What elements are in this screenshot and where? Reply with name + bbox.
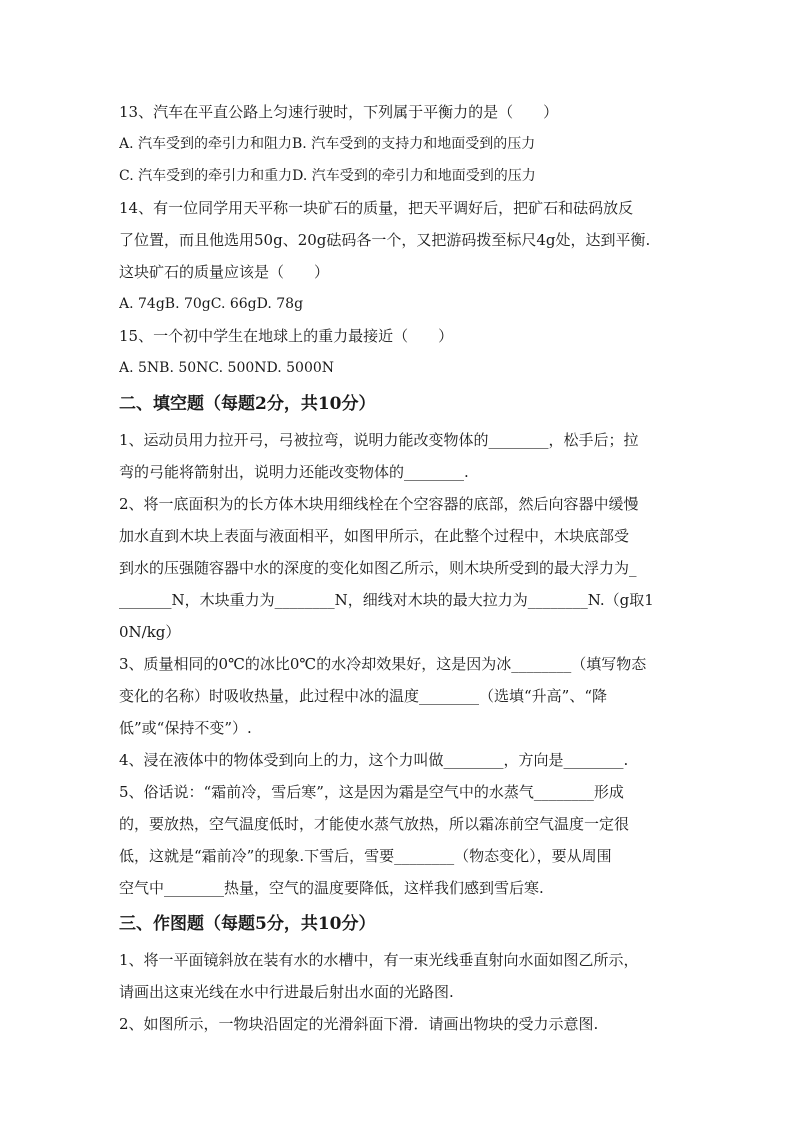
question-15-options: A. 5NB. 50NC. 500ND. 5000N: [119, 360, 335, 376]
fill-question-4: [119, 744, 679, 776]
fill-question-2-line-1: 2、将一底面积为的长方体木块用细线栓在个空容器的底部，然后向容器中缓慢: [119, 495, 639, 513]
drawing-question-1-line-1: 1、将一平面镜斜放在装有水的水槽中，有一束光线垂直射向水面如图乙所示，: [119, 951, 639, 969]
fill-question-2: [119, 488, 679, 648]
question-15: [119, 320, 679, 384]
fill-question-5: [119, 776, 679, 904]
question-13-options-cd: C. 汽车受到的牵引力和重力D. 汽车受到的牵引力和地面受到的压力: [119, 168, 536, 184]
section-3-title: 三、作图题（每题5分，共10分）: [119, 914, 376, 934]
fill-question-4-line-1: 4、浸在液体中的物体受到向上的力，这个力叫做________，方向是________.: [119, 751, 629, 769]
fill-question-3-line-1: 3、质量相同的0℃的冰比0℃的水冷却效果好，这是因为冰________（填写物态: [119, 655, 647, 673]
question-13-stem: 13、汽车在平直公路上匀速行驶时，下列属于平衡力的是（ ）: [119, 103, 559, 121]
fill-question-3-line-2: 变化的名称）时吸收热量，此过程中冰的温度________（选填“升高”、“降: [119, 687, 608, 705]
fill-question-2-line-3: 到水的压强随容器中水的深度的变化如图乙所示，则木块所受到的最大浮力为_: [119, 559, 637, 577]
question-13-options-ab: A. 汽车受到的牵引力和阻力B. 汽车受到的支持力和地面受到的压力: [119, 136, 536, 152]
fill-question-2-line-5: 0N/kg）: [119, 623, 181, 641]
question-14: [119, 192, 679, 320]
question-14-line-1: 14、有一位同学用天平称一块矿石的质量，把天平调好后，把矿石和砝码放反: [119, 199, 634, 217]
question-15-stem: 15、一个初中学生在地球上的重力最接近（ ）: [119, 327, 454, 345]
fill-question-5-line-1: 5、俗话说：“霜前冷，雪后寒”，这是因为霜是空气中的水蒸气________形成: [119, 783, 624, 801]
fill-question-5-line-2: 的，要放热，空气温度低时，才能使水蒸气放热，所以霜冻前空气温度一定很: [119, 815, 630, 833]
drawing-question-1-line-2: 请画出这束光线在水中行进最后射出水面的光路图.: [119, 983, 454, 1001]
drawing-question-1: [119, 944, 679, 1008]
question-14-options: A. 74gB. 70gC. 66gD. 78g: [119, 296, 304, 312]
fill-question-1-line-1: 1、运动员用力拉开弓，弓被拉弯，说明力能改变物体的________，松手后；拉: [119, 431, 639, 449]
document-page: [119, 96, 679, 1040]
question-14-line-2: 了位置，而且他选用50g、20g砝码各一个，又把游码拨至标尺4g处，达到平衡.: [119, 231, 651, 249]
drawing-question-2-line-1: 2、如图所示，一物块沿固定的光滑斜面下滑．请画出物块的受力示意图.: [119, 1015, 599, 1033]
fill-question-2-line-4: _______N，木块重力为________N，细线对木块的最大拉力为________N.（g取1: [119, 591, 654, 609]
fill-question-5-line-4: 空气中________热量，空气的温度要降低，这样我们感到雪后寒.: [119, 879, 544, 897]
drawing-question-2: [119, 1008, 679, 1040]
fill-question-5-line-3: 低，这就是“霜前冷”的现象.下雪后，雪要________（物态变化），要从周围: [119, 847, 612, 865]
question-14-line-3: 这块矿石的质量应该是（ ）: [119, 263, 330, 281]
fill-question-2-line-2: 加水直到木块上表面与液面相平，如图甲所示，在此整个过程中，木块底部受: [119, 527, 630, 545]
fill-question-3-line-3: 低”或“保持不变”）.: [119, 719, 252, 737]
question-13: [119, 96, 679, 192]
section-2-title: 二、填空题（每题2分，共10分）: [119, 394, 376, 414]
fill-question-1: [119, 424, 679, 488]
fill-question-1-line-2: 弯的弓能将箭射出，说明力还能改变物体的________.: [119, 463, 469, 481]
fill-question-3: [119, 648, 679, 744]
